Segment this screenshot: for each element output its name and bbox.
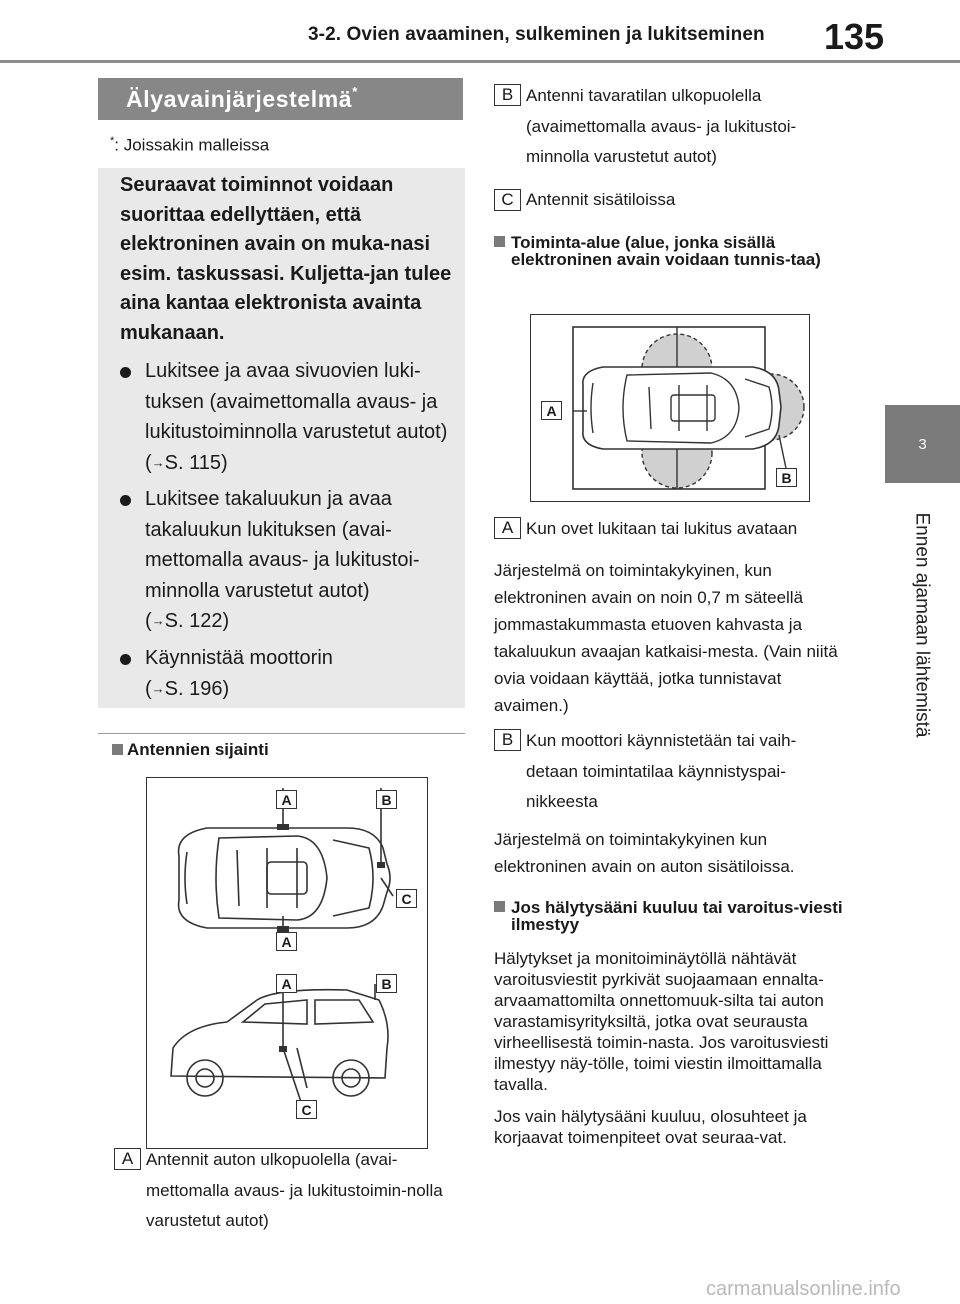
info-bullet-2: Lukitsee takaluukun ja avaa takaluukun lukituksen (avai-mettomalla avaus- ja lukitustoi-minnolla varustetut autot) (→S. 122) (120, 484, 475, 637)
car-diagram-svg (147, 778, 427, 1148)
item-label-b: B (494, 729, 521, 751)
figure-label-a: A (276, 932, 297, 951)
chapter-tab (885, 405, 960, 483)
info-bullet-3: Käynnistää moottorin (→S. 196) (120, 643, 475, 704)
section-title: Älyavainjärjestelmä* (126, 84, 358, 112)
range-paragraph-a: Järjestelmä on toimintakykyinen, kun elektroninen avain on noin 0,7 m säteellä jommastakummasta etuoven kahvasta ja takaluukun avaajan katkaisi-mesta. (Vain niitä ovia voidaan käyttää, jotka tunnistavat avaimen.) (494, 561, 838, 715)
figure-label-c: C (396, 889, 417, 908)
chapter-tab-number: 3 (918, 435, 927, 453)
range-paragraph-b: Järjestelmä on toimintakykyinen kun elektroninen avain on auton sisätiloissa. (494, 830, 795, 876)
chapter-title: 3-2. Ovien avaaminen, sulkeminen ja lukitseminen (308, 24, 765, 45)
header-divider (0, 60, 960, 63)
info-box (98, 168, 465, 708)
footnote (110, 135, 269, 156)
chapter-tab-label (884, 495, 959, 755)
item-label-a: A (114, 1148, 141, 1170)
alarm-paragraph-1: Hälytykset ja monitoiminäytöllä nähtävät varoitusviestit pyrkivät suojaamaan ennalta-arvaamattomilta onnettomuuk-silta tai auton varastamisyrityksiltä, jotka ovat seurausta virheellisestä toimin-nasta. Jos varoitusviesti ilmestyy näy-tölle, toimi viestin ilmoittamalla tavalla. (494, 949, 829, 1094)
footnote-mark: * (110, 135, 115, 147)
reference-arrow-icon: → (151, 680, 165, 696)
antenna-item-a-text: Antennit auton ulkopuolella (avai-mettomalla avaus- ja lukitustoimin-nolla varustetut autot) (146, 1150, 443, 1230)
section-divider (98, 733, 465, 734)
range-heading: Toiminta-alue (alue, jonka sisällä elektroninen avain voidaan tunnis-taa) (511, 233, 821, 269)
square-bullet-icon (494, 236, 505, 247)
alarm-paragraph-2: Jos vain hälytysääni kuuluu, olosuhteet ja korjaavat toimenpiteet ovat seuraa-vat. (494, 1107, 807, 1147)
footnote-text: : Joissakin malleissa (114, 135, 270, 155)
figure-label-c: C (296, 1100, 317, 1119)
figure-label-b: B (376, 790, 397, 809)
alarm-heading: Jos hälytysääni kuuluu tai varoitus-viesti ilmestyy (511, 898, 843, 934)
figure-label-a: A (276, 974, 297, 993)
range-item-a-text: Kun ovet lukitaan tai lukitus avataan (526, 519, 798, 538)
reference-arrow-icon: → (151, 454, 165, 470)
figure-label-a: A (541, 401, 562, 420)
antenna-item-b-text: Antenni tavaratilan ulkopuolella (avaimettomalla avaus- ja lukitustoi-minnolla varustetut autot) (526, 86, 797, 166)
section-title-mark: * (352, 84, 358, 100)
figure-label-b: B (776, 468, 797, 487)
antenna-item-c-text: Antennit sisätiloissa (526, 190, 676, 209)
figure-label-b: B (376, 974, 397, 993)
reference-arrow-icon: → (151, 613, 165, 629)
watermark: carmanualsonline.info (706, 1278, 901, 1300)
item-label-a: A (494, 517, 521, 539)
chapter-tab-name: Ennen ajamaan lähtemistä (911, 512, 933, 738)
range-diagram-svg (531, 315, 809, 501)
section-title-bar (98, 78, 463, 120)
item-label-b: B (494, 84, 521, 106)
page-number: 135 (824, 16, 885, 57)
item-label-c: C (494, 189, 521, 211)
info-bullet-1: Lukitsee ja avaa sivuovien luki-tuksen (avaimettomalla avaus- ja lukitustoiminnolla varustetut autot) (→S. 115) (120, 356, 475, 478)
square-bullet-icon (494, 901, 505, 912)
antenna-location-figure (146, 777, 428, 1149)
range-item-b-text: Kun moottori käynnistetään tai vaih-detaan toimintatilaa käynnistyspai-nikkeesta (526, 731, 797, 811)
antenna-heading: Antennien sijainti (112, 741, 269, 758)
info-box-intro: Seuraavat toiminnot voidaan suorittaa edellyttäen, että elektroninen avain on muka-nasi esim. taskussasi. Kuljetta-jan tulee aina kantaa elektronista avainta mukanaan. (120, 174, 452, 344)
operating-range-figure (530, 314, 810, 502)
square-bullet-icon (112, 744, 123, 755)
figure-label-a: A (276, 790, 297, 809)
